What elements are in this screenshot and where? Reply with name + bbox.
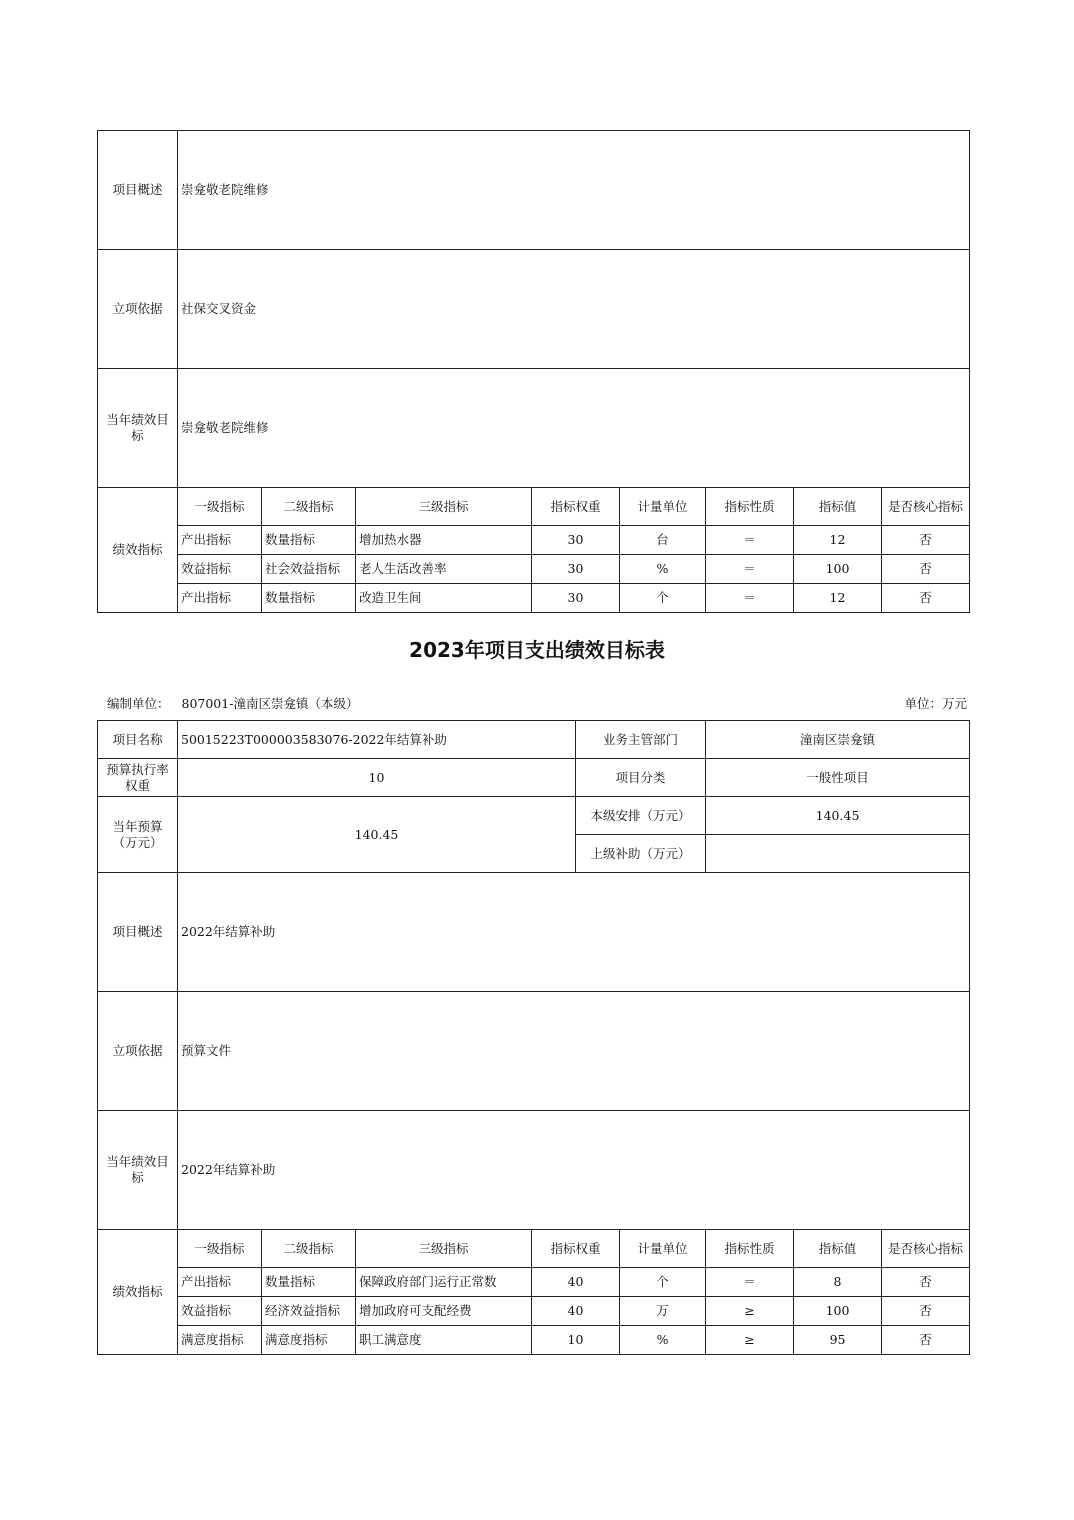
unit-label: 编制单位： xyxy=(107,696,170,711)
level3-cell: 职工满意度 xyxy=(356,1326,532,1355)
weight-cell: 30 xyxy=(532,526,620,555)
basis-value: 社保交叉资金 xyxy=(178,250,970,369)
dept-value: 潼南区崇龛镇 xyxy=(706,721,970,759)
table-row xyxy=(98,1326,970,1355)
level2-cell: 数量指标 xyxy=(262,1268,356,1297)
level1-cell: 满意度指标 xyxy=(178,1326,262,1355)
project-name-label: 项目名称 xyxy=(98,721,178,759)
header-cell: 指标权重 xyxy=(532,488,620,526)
unit-cell: 台 xyxy=(620,526,706,555)
project1-table xyxy=(97,130,970,613)
upper-value xyxy=(706,835,970,873)
header-cell: 计量单位 xyxy=(620,488,706,526)
rate-value: 10 xyxy=(178,759,576,797)
level1-cell: 效益指标 xyxy=(178,555,262,584)
budget-value: 140.45 xyxy=(178,797,576,873)
weight-cell: 40 xyxy=(532,1268,620,1297)
unit-info xyxy=(107,694,358,712)
nature-cell: ≥ xyxy=(706,1326,794,1355)
unit-cell: % xyxy=(620,555,706,584)
nature-cell: ＝ xyxy=(706,1268,794,1297)
header-cell: 指标性质 xyxy=(706,1230,794,1268)
level2-cell: 满意度指标 xyxy=(262,1326,356,1355)
project-name-value: 50015223T000003583076-2022年结算补助 xyxy=(178,721,576,759)
header-cell: 二级指标 xyxy=(262,488,356,526)
category-value: 一般性项目 xyxy=(706,759,970,797)
table-row xyxy=(98,555,970,584)
weight-cell: 10 xyxy=(532,1326,620,1355)
header-cell: 指标权重 xyxy=(532,1230,620,1268)
weight-cell: 30 xyxy=(532,555,620,584)
dept-label: 业务主管部门 xyxy=(576,721,706,759)
goal-value: 2022年结算补助 xyxy=(178,1111,970,1230)
value-cell: 100 xyxy=(794,555,882,584)
table-row xyxy=(98,1268,970,1297)
weight-cell: 40 xyxy=(532,1297,620,1326)
goal-label: 当年绩效目标 xyxy=(98,1111,178,1230)
local-label: 本级安排（万元） xyxy=(576,797,706,835)
nature-cell: ＝ xyxy=(706,526,794,555)
level1-cell: 产出指标 xyxy=(178,584,262,613)
core-cell: 否 xyxy=(882,526,970,555)
page-title: 2023年项目支出绩效目标表 xyxy=(409,638,665,662)
core-cell: 否 xyxy=(882,1297,970,1326)
core-cell: 否 xyxy=(882,555,970,584)
nature-cell: ＝ xyxy=(706,584,794,613)
overview-value: 崇龛敬老院维修 xyxy=(178,131,970,250)
level1-cell: 效益指标 xyxy=(178,1297,262,1326)
upper-label: 上级补助（万元） xyxy=(576,835,706,873)
level2-cell: 数量指标 xyxy=(262,526,356,555)
header-cell: 计量单位 xyxy=(620,1230,706,1268)
rate-label: 预算执行率权重 xyxy=(98,759,178,797)
overview-label: 项目概述 xyxy=(98,131,178,250)
value-cell: 12 xyxy=(794,526,882,555)
nature-cell: ≥ xyxy=(706,1297,794,1326)
level2-cell: 社会效益指标 xyxy=(262,555,356,584)
overview-label: 项目概述 xyxy=(98,873,178,992)
perf-header-row xyxy=(98,1230,970,1268)
basis-value: 预算文件 xyxy=(178,992,970,1111)
unit-value: 807001-潼南区崇龛镇（本级） xyxy=(181,696,359,711)
table-row xyxy=(98,584,970,613)
value-cell: 8 xyxy=(794,1268,882,1297)
basis-label: 立项依据 xyxy=(98,250,178,369)
header-cell: 三级指标 xyxy=(356,488,532,526)
weight-cell: 30 xyxy=(532,584,620,613)
level1-cell: 产出指标 xyxy=(178,1268,262,1297)
level3-cell: 老人生活改善率 xyxy=(356,555,532,584)
category-label: 项目分类 xyxy=(576,759,706,797)
nature-cell: ＝ xyxy=(706,555,794,584)
project2-table xyxy=(97,720,970,1355)
goal-value: 崇龛敬老院维修 xyxy=(178,369,970,488)
core-cell: 否 xyxy=(882,584,970,613)
header-cell: 是否核心指标 xyxy=(882,488,970,526)
goal-label: 当年绩效目标 xyxy=(98,369,178,488)
value-cell: 12 xyxy=(794,584,882,613)
unit-cell: 个 xyxy=(620,1268,706,1297)
perf-header-row xyxy=(98,488,970,526)
table-row xyxy=(98,526,970,555)
basis-label: 立项依据 xyxy=(98,992,178,1111)
level1-cell: 产出指标 xyxy=(178,526,262,555)
level3-cell: 改造卫生间 xyxy=(356,584,532,613)
overview-value: 2022年结算补助 xyxy=(178,873,970,992)
level3-cell: 保障政府部门运行正常数 xyxy=(356,1268,532,1297)
header-cell: 一级指标 xyxy=(178,488,262,526)
header-cell: 二级指标 xyxy=(262,1230,356,1268)
value-cell: 95 xyxy=(794,1326,882,1355)
level3-cell: 增加政府可支配经费 xyxy=(356,1297,532,1326)
core-cell: 否 xyxy=(882,1268,970,1297)
unit-cell: 个 xyxy=(620,584,706,613)
unit-cell: % xyxy=(620,1326,706,1355)
budget-label: 当年预算（万元） xyxy=(98,797,178,873)
header-cell: 指标值 xyxy=(794,488,882,526)
header-cell: 三级指标 xyxy=(356,1230,532,1268)
local-value: 140.45 xyxy=(706,797,970,835)
value-cell: 100 xyxy=(794,1297,882,1326)
header-cell: 指标值 xyxy=(794,1230,882,1268)
level3-cell: 增加热水器 xyxy=(356,526,532,555)
perf-label: 绩效指标 xyxy=(98,1230,178,1355)
table-row xyxy=(98,1297,970,1326)
level2-cell: 数量指标 xyxy=(262,584,356,613)
perf-label: 绩效指标 xyxy=(98,488,178,613)
header-cell: 是否核心指标 xyxy=(882,1230,970,1268)
header-cell: 指标性质 xyxy=(706,488,794,526)
unit-cell: 万 xyxy=(620,1297,706,1326)
level2-cell: 经济效益指标 xyxy=(262,1297,356,1326)
currency-unit: 单位：万元 xyxy=(904,696,967,711)
core-cell: 否 xyxy=(882,1326,970,1355)
header-cell: 一级指标 xyxy=(178,1230,262,1268)
